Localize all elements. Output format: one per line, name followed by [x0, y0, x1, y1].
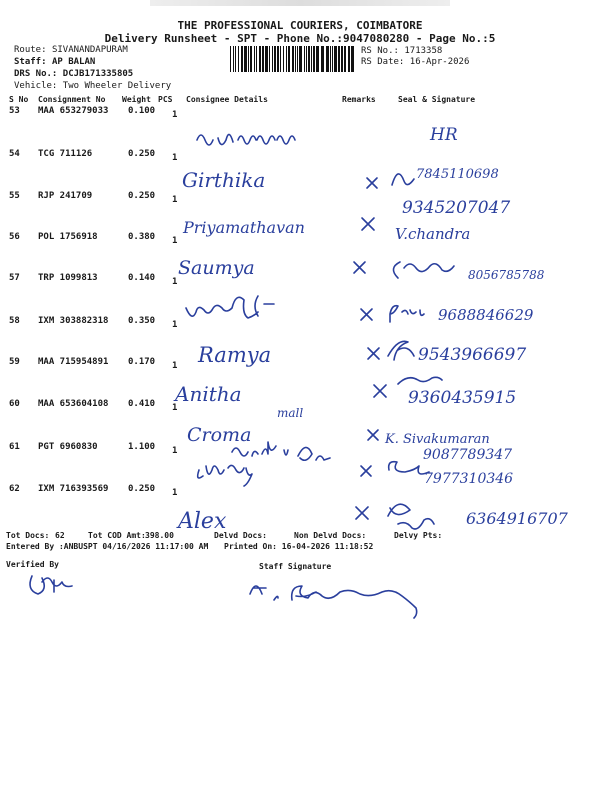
route-value: SIVANANDAPURAM — [51, 45, 128, 55]
col-weight: Weight — [122, 95, 151, 104]
non-delvd-docs-label: Non Delvd Docs: — [294, 531, 367, 540]
row-pcs: 1 — [172, 361, 178, 371]
row-weight: 0.380 — [128, 232, 156, 242]
r55-phone: 9345207047 — [402, 198, 511, 218]
row-sno: 58 — [9, 316, 20, 326]
tot-docs-label: Tot Docs: — [6, 531, 50, 540]
row-weight: 0.100 — [128, 106, 156, 116]
row-sno: 53 — [9, 106, 20, 116]
row-sno: 56 — [9, 232, 20, 242]
rs-no-label: RS No.: — [361, 46, 399, 56]
col-consignment: Consignment No — [38, 95, 106, 104]
row-weight: 0.250 — [128, 191, 156, 201]
row-sno: 60 — [9, 399, 20, 409]
tot-cod-label: Tot COD Amt: — [88, 531, 146, 540]
row-weight: 0.250 — [128, 149, 156, 159]
entered-by: Entered By :ANBUSPT 04/16/2026 11:17:00 AM — [6, 542, 209, 551]
row-pcs: 1 — [172, 403, 178, 413]
r57-phone: 8056785788 — [468, 268, 545, 282]
r53-sig: HR — [430, 125, 458, 145]
r62b-name: Alex — [178, 509, 227, 534]
r61-name: Croma — [187, 424, 252, 446]
row-consignment: IXM 303882318 — [38, 316, 109, 326]
row-sno: 61 — [9, 442, 20, 452]
row-sno: 54 — [9, 149, 20, 159]
row-consignment: MAA 653279033 — [38, 106, 109, 116]
row-sno: 55 — [9, 191, 20, 201]
col-remarks: Remarks — [342, 95, 376, 104]
row-weight: 0.350 — [128, 316, 156, 326]
rs-no-value: 1713358 — [404, 46, 443, 56]
row-consignment: POL 1756918 — [38, 232, 98, 242]
r54-phone: 7845110698 — [416, 167, 499, 182]
row-consignment: PGT 6960830 — [38, 442, 98, 452]
r61-sig: K. Sivakumaran — [385, 432, 490, 447]
rs-date-value: 16-Apr-2026 — [409, 57, 470, 67]
row-pcs: 1 — [172, 236, 178, 246]
r54-name: Girthika — [182, 168, 266, 192]
row-sno: 59 — [9, 357, 20, 367]
row-consignment: TCG 711126 — [38, 149, 93, 159]
row-consignment: TRP 1099813 — [38, 273, 98, 283]
r60-phone: 9360435915 — [408, 388, 517, 408]
r62-phone: 7977310346 — [424, 471, 514, 487]
verified-by-label: Verified By — [6, 560, 59, 569]
r57-name: Saumya — [178, 257, 255, 279]
r59-phone: 9543966697 — [418, 345, 527, 365]
tot-cod-value: 398.00 — [145, 531, 174, 540]
row-consignment: RJP 241709 — [38, 191, 93, 201]
runsheet-title: Delivery Runsheet - SPT - Phone No.:9047080280 - Page No.:5 — [104, 32, 496, 45]
row-pcs: 1 — [172, 195, 178, 205]
row-pcs: 1 — [172, 488, 178, 498]
staff-signature-label: Staff Signature — [259, 562, 332, 571]
r60-name: Anitha — [175, 382, 242, 406]
col-seal-signature: Seal & Signature — [398, 95, 476, 104]
row-consignment: IXM 716393569 — [38, 484, 109, 494]
row-weight: 0.170 — [128, 357, 156, 367]
rs-date-label: RS Date: — [361, 57, 405, 67]
r58-phone: 9688846629 — [438, 306, 534, 324]
r61-note: mall — [277, 406, 304, 420]
row-pcs: 1 — [172, 153, 178, 163]
r61-phone: 9087789347 — [423, 447, 513, 463]
col-consignee-details: Consignee Details — [186, 95, 268, 104]
r55-name: Priyamathavan — [183, 218, 305, 237]
row-weight: 1.100 — [128, 442, 156, 452]
col-sno: S No — [9, 95, 29, 104]
row-pcs: 1 — [172, 320, 178, 330]
staff-label: Staff: — [14, 57, 47, 67]
r62b-phone: 6364916707 — [466, 509, 568, 528]
route-label: Route: — [14, 45, 47, 55]
row-consignment: MAA 653604108 — [38, 399, 109, 409]
vehicle-label: Vehicle: — [14, 81, 58, 91]
staff-value: AP BALAN — [51, 57, 96, 67]
row-weight: 0.140 — [128, 273, 156, 283]
r59-name: Ramya — [198, 343, 272, 367]
r55-sig: V.chandra — [395, 225, 471, 243]
tot-docs-value: 62 — [55, 531, 65, 540]
delvy-pts-label: Delvy Pts: — [394, 531, 443, 540]
row-sno: 57 — [9, 273, 20, 283]
drs-label: DRS No.: — [14, 69, 58, 79]
row-pcs: 1 — [172, 446, 178, 456]
company-title: THE PROFESSIONAL COURIERS, COIMBATORE — [177, 19, 423, 32]
col-pcs: PCS — [158, 95, 173, 104]
row-sno: 62 — [9, 484, 20, 494]
row-pcs: 1 — [172, 110, 178, 120]
row-weight: 0.250 — [128, 484, 156, 494]
delvd-docs-label: Delvd Docs: — [214, 531, 267, 540]
drs-value: DCJB171335805 — [62, 69, 134, 79]
row-pcs: 1 — [172, 277, 178, 287]
printed-on: Printed On: 16-04-2026 11:18:52 — [224, 542, 374, 551]
vehicle-value: Two Wheeler Delivery — [62, 81, 172, 91]
row-weight: 0.410 — [128, 399, 156, 409]
row-consignment: MAA 715954891 — [38, 357, 109, 367]
